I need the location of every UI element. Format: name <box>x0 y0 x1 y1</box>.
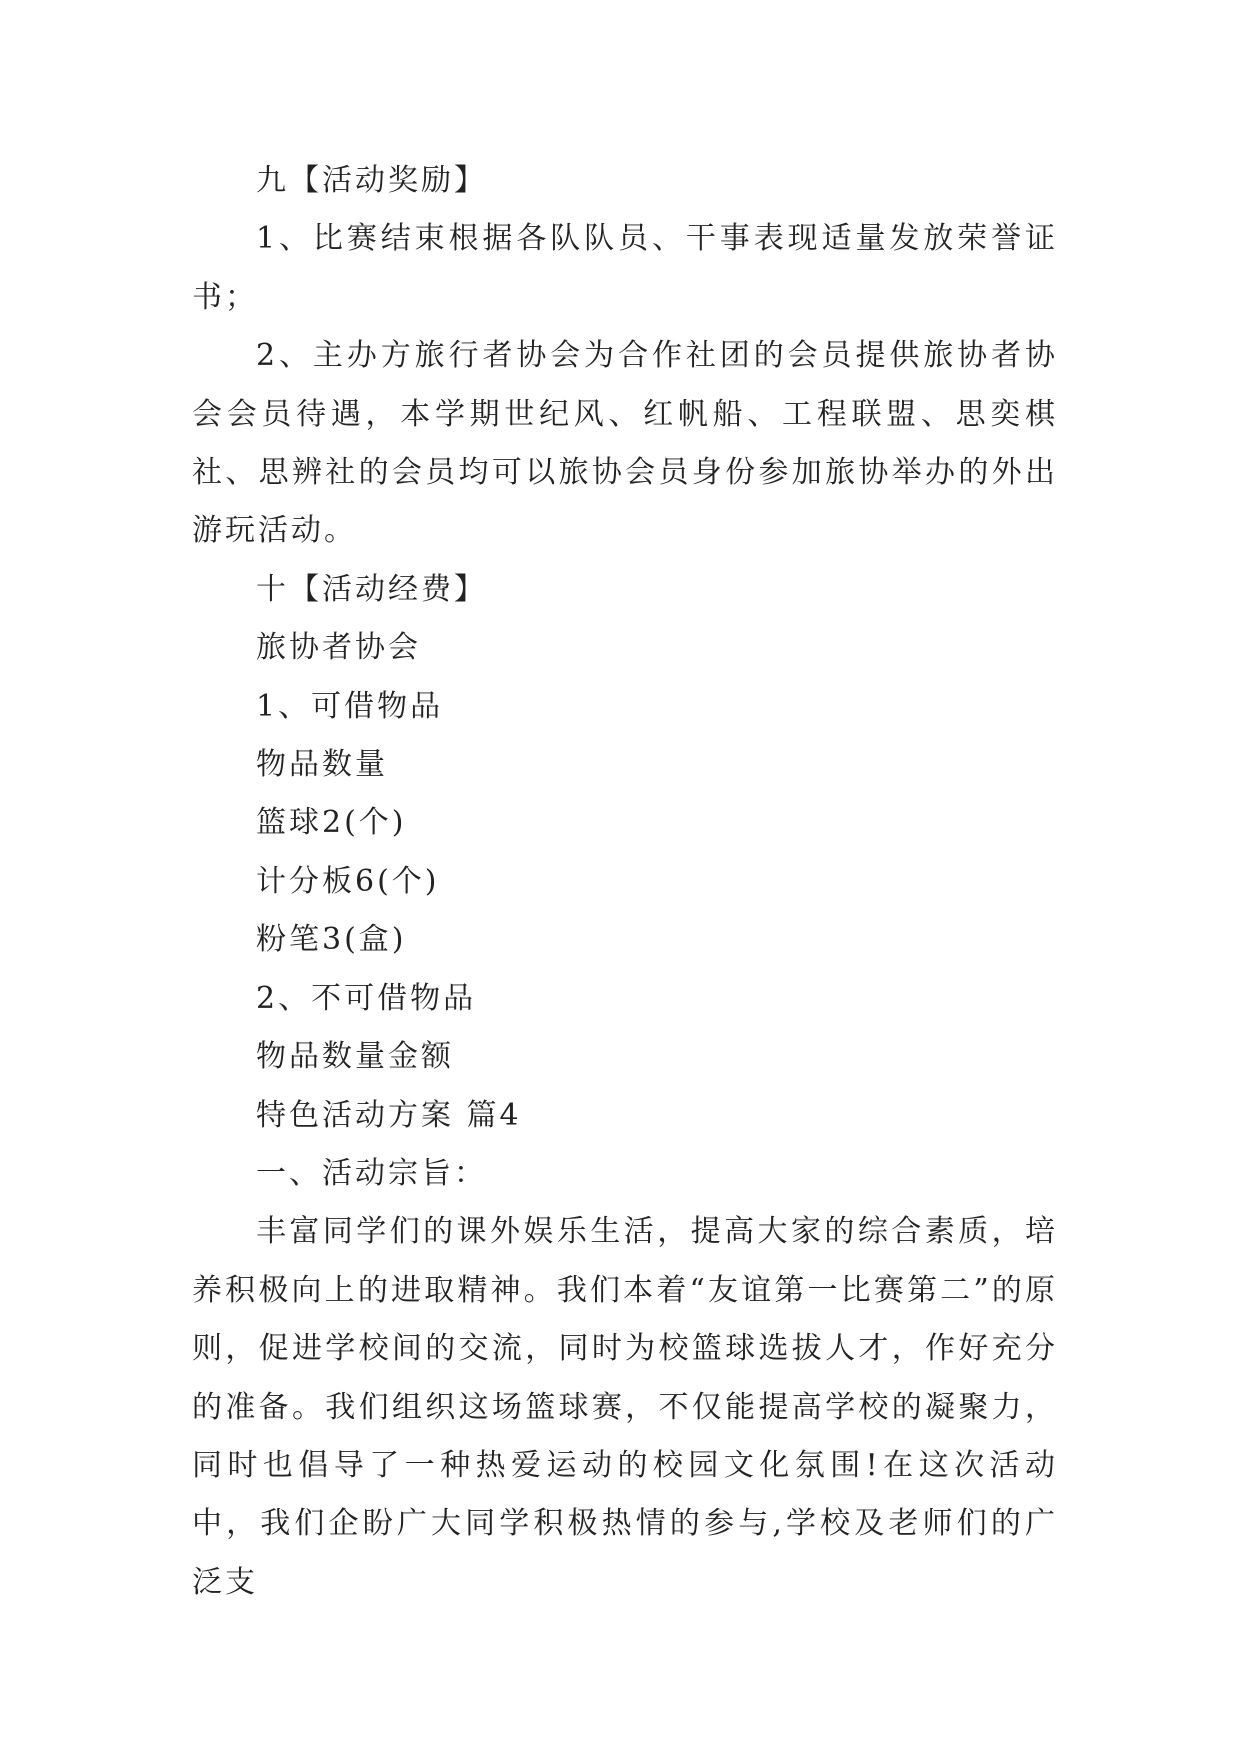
paragraph-organizer: 旅协者协会 <box>256 630 421 666</box>
section-heading-purpose: 一、活动宗旨： <box>256 1155 487 1191</box>
paragraph-item-chalk: 粉笔3(盒) <box>256 922 407 958</box>
paragraph-purpose-body: 丰富同学们的课外娱乐生活，提高大家的综合素质，培养积极向上的进取精神。我们本着“友谊第一比赛第二”的原则，促进学校间的交流，同时为校篮球选拔人才，作好充分的准备。我们组织这场篮球赛，不仅能提高学校的凝聚力，同时也倡导了一种热爱运动的校园文化氛围!在这次活动中，我们企盼广大同学积极热情的参与,学校及老师们的广泛支 <box>192 1214 1058 1600</box>
paragraph-reward-1: 1、比赛结束根据各队队员、干事表现适量发放荣誉证书； <box>192 221 1058 315</box>
paragraph-borrowable-heading: 1、可借物品 <box>256 688 444 724</box>
paragraph-item-basketball: 篮球2(个) <box>256 805 407 841</box>
section-title-plan-4: 特色活动方案 篇4 <box>256 1097 522 1133</box>
document-body <box>192 152 1058 1612</box>
paragraph-nonborrowable-heading: 2、不可借物品 <box>256 980 477 1016</box>
paragraph-reward-2: 2、主办方旅行者协会为合作社团的会员提供旅协者协会会员待遇，本学期世纪风、红帆船、工程联盟、思奕棋社、思辨社的会员均可以旅协会员身份参加旅协举办的外出游玩活动。 <box>192 338 1058 549</box>
paragraph-item-scoreboard: 计分板6(个) <box>256 863 440 899</box>
paragraph-item-amount-header: 物品数量金额 <box>256 1039 454 1075</box>
section-heading-funding: 十【活动经费】 <box>256 571 487 607</box>
paragraph-item-header: 物品数量 <box>256 747 388 783</box>
section-heading-rewards: 九【活动奖励】 <box>256 163 487 198</box>
